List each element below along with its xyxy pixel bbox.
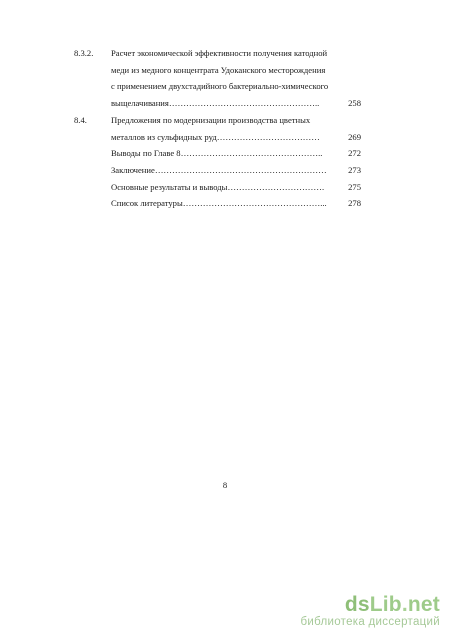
toc-entry-title-line: меди из медного концентрата Удоканского месторождения <box>111 65 326 75</box>
toc-entry-title-line: Предложения по модернизации производства цветных <box>111 115 311 125</box>
toc-entry-title-line: Расчет экономической эффективности получения катодной <box>111 48 328 58</box>
toc-entry-title-line: Список литературы…………………………………………... <box>111 198 327 208</box>
toc-entry-title-line: Выводы по Главе 8………………………………………….. <box>111 148 323 158</box>
watermark-logo: dsLib.net <box>344 593 440 616</box>
toc-entry-title-line: с применением двухстадийного бактериально-химического <box>111 81 329 91</box>
toc-entry-page: 269 <box>348 132 361 142</box>
toc-entry-number: 8.4. <box>74 115 87 125</box>
toc-entry-title-line: Заключение…………………………………………………… <box>111 165 327 175</box>
toc-entry-page: 278 <box>348 198 361 208</box>
toc-entry-page: 258 <box>348 98 361 108</box>
toc-entry-number: 8.3.2. <box>74 48 94 58</box>
toc-entry-page: 275 <box>348 182 361 192</box>
watermark[interactable] <box>300 594 440 629</box>
toc-entry-page: 273 <box>348 165 361 175</box>
toc-entry-title-line: Основные результаты и выводы……………………………. <box>111 182 325 192</box>
toc-entry-title-line: металлов из сульфидных руд……………………………… <box>111 132 320 142</box>
page-number: 8 <box>222 480 228 490</box>
toc-entry-page: 272 <box>348 148 361 158</box>
watermark-subtitle: библиотека диссертаций <box>300 616 440 628</box>
toc-entry-title-line: выщелачивания…………………………………………….. <box>111 98 320 108</box>
